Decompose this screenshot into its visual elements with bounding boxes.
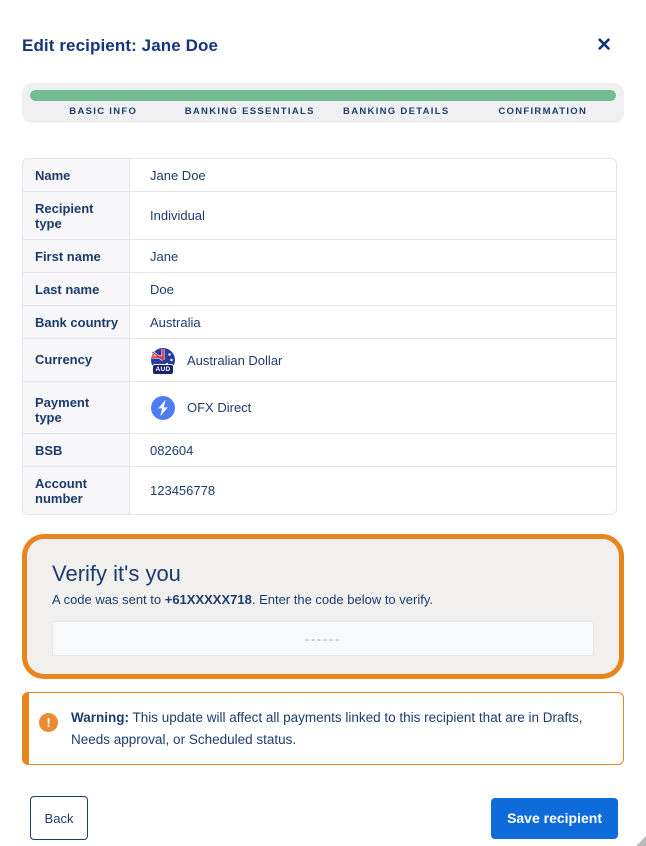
step-labels (30, 106, 616, 117)
row-value: Jane (150, 248, 179, 264)
row-value: Doe (150, 281, 174, 297)
table-row (23, 191, 616, 239)
row-label: Last name (23, 273, 130, 305)
table-row (23, 381, 616, 433)
table-row (23, 239, 616, 272)
step-basic-info: BASIC INFO (69, 106, 138, 117)
warning-text (71, 707, 603, 751)
step-confirmation: CONFIRMATION (498, 106, 588, 117)
row-label: Bank country (23, 306, 130, 338)
row-label: Name (23, 159, 130, 191)
table-row (23, 159, 616, 191)
verify-phone: +61XXXXX718 (164, 592, 252, 607)
progress-track (30, 90, 616, 101)
warning-body: This update will affect all payments linked to this recipient that are in Drafts, Needs approval, or Scheduled status. (71, 710, 583, 747)
recipient-details-table (22, 158, 617, 515)
row-value: 082604 (150, 442, 194, 458)
progress-stepper (22, 83, 624, 123)
row-value (130, 339, 616, 381)
close-icon[interactable]: ✕ (592, 34, 616, 57)
verify-message-prefix: A code was sent to (52, 592, 165, 607)
progress-bar-fill (30, 90, 616, 101)
modal-header (0, 0, 646, 57)
row-value: Australia (150, 314, 201, 330)
row-label: Payment type (23, 382, 130, 433)
row-value: Jane Doe (150, 167, 206, 183)
table-row (23, 338, 616, 381)
verification-code-input[interactable] (52, 621, 594, 656)
aud-flag-icon (150, 347, 176, 373)
back-button[interactable]: Back (30, 796, 88, 840)
currency-code-badge: AUD (152, 364, 175, 375)
step-banking-essentials: BANKING ESSENTIALS (184, 106, 315, 117)
ofx-direct-icon (150, 395, 176, 421)
row-label: Account number (23, 467, 130, 514)
modal-footer (30, 796, 618, 840)
currency-value: Australian Dollar (187, 352, 283, 368)
row-label: Currency (23, 339, 130, 381)
row-label: BSB (23, 434, 130, 466)
row-label: Recipient type (23, 192, 130, 239)
table-row (23, 272, 616, 305)
save-recipient-button[interactable]: Save recipient (491, 798, 618, 839)
verify-section-highlight (22, 534, 624, 679)
payment-type-value: OFX Direct (187, 400, 252, 415)
verify-message (52, 592, 594, 607)
row-value (130, 382, 616, 433)
table-row (23, 466, 616, 514)
table-row (23, 433, 616, 466)
warning-icon: ! (39, 713, 58, 732)
verify-message-suffix: . Enter the code below to verify. (251, 592, 433, 607)
warning-alert (22, 692, 624, 765)
row-value: Individual (150, 208, 205, 223)
row-value: 123456778 (150, 483, 216, 498)
table-row (23, 305, 616, 338)
row-label: First name (23, 240, 130, 272)
page-title: Edit recipient: Jane Doe (22, 35, 219, 55)
warning-label: Warning: (71, 710, 129, 725)
step-banking-details: BANKING DETAILS (343, 106, 450, 117)
window-corner-artifact (636, 836, 646, 846)
verify-title: Verify it's you (52, 561, 181, 586)
